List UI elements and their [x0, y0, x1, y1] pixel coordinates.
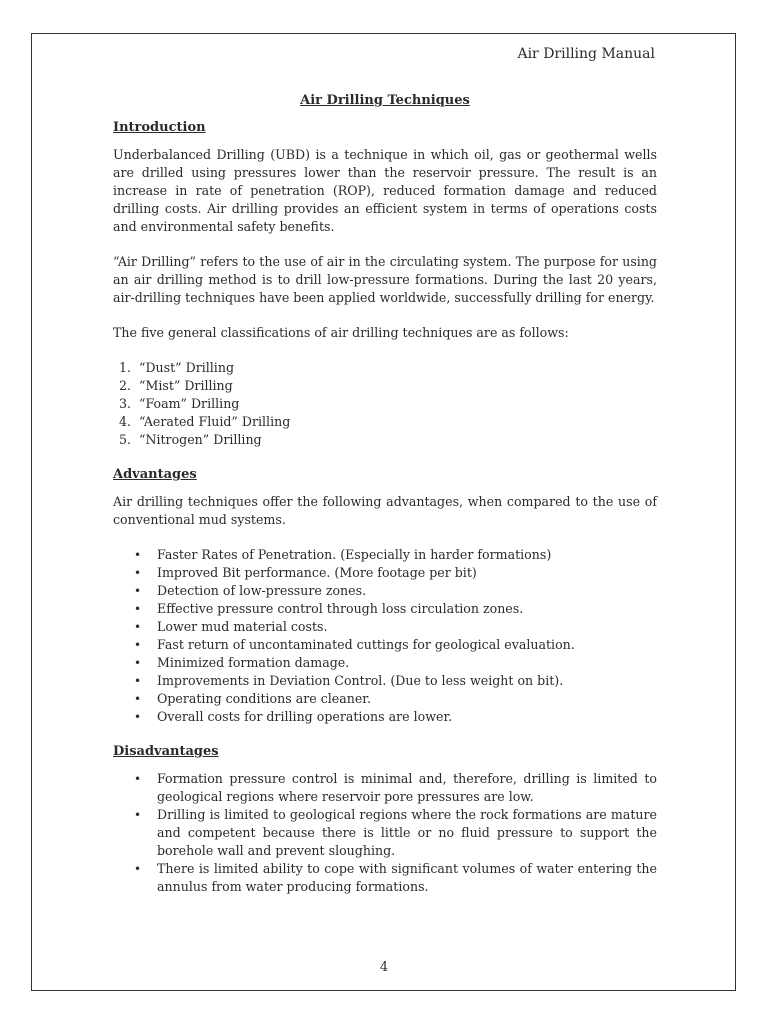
- list-item-text: There is limited ability to cope with significant volumes of water entering the annulus from water producing formations.: [157, 861, 657, 894]
- list-item: [134, 690, 657, 708]
- bullet-icon: •: [134, 710, 142, 724]
- list-item: [134, 708, 657, 726]
- bullet-icon: •: [134, 638, 142, 652]
- list-item-text: Drilling is limited to geological regions where the rock formations are mature and competent because there is little or no fluid pressure to support the borehole wall and prevent sloughing.: [157, 807, 657, 858]
- list-item: [134, 770, 657, 806]
- list-item-text: Improvements in Deviation Control. (Due to less weight on bit).: [157, 673, 564, 688]
- introduction-heading: Introduction: [113, 120, 206, 135]
- bullet-icon: •: [134, 674, 142, 688]
- bullet-icon: •: [134, 620, 142, 634]
- list-item: [134, 564, 657, 582]
- bullet-icon: •: [134, 772, 142, 786]
- list-item-text: Operating conditions are cleaner.: [157, 691, 371, 706]
- document-body: [113, 92, 657, 913]
- list-item-text: Overall costs for drilling operations are lower.: [157, 709, 453, 724]
- page-number: 4: [379, 960, 389, 975]
- list-item-text: Improved Bit performance. (More footage per bit): [157, 565, 477, 580]
- list-item-text: Detection of low-pressure zones.: [157, 583, 367, 598]
- list-item: [134, 654, 657, 672]
- list-item: 2. “Mist” Drilling: [135, 377, 657, 395]
- advantages-intro: Air drilling techniques offer the following advantages, when compared to the use of conventional mud systems.: [113, 494, 657, 527]
- list-item-text: Lower mud material costs.: [157, 619, 328, 634]
- bullet-icon: •: [134, 656, 142, 670]
- list-item: 3. “Foam” Drilling: [135, 395, 657, 413]
- list-item: [134, 636, 657, 654]
- list-item: [134, 600, 657, 618]
- list-item: [134, 618, 657, 636]
- disadvantages-list: [113, 770, 657, 896]
- disadvantages-heading: Disadvantages: [113, 744, 219, 759]
- classifications-intro: The five general classifications of air drilling techniques are as follows:: [113, 325, 569, 340]
- list-item-text: Minimized formation damage.: [157, 655, 350, 670]
- list-item-text: Fast return of uncontaminated cuttings for geological evaluation.: [157, 637, 575, 652]
- bullet-icon: •: [134, 602, 142, 616]
- bullet-icon: •: [134, 862, 142, 876]
- list-item: 5. “Nitrogen” Drilling: [135, 431, 657, 449]
- classifications-list: [113, 359, 657, 449]
- list-item-text: Faster Rates of Penetration. (Especially in harder formations): [157, 547, 552, 562]
- running-header: Air Drilling Manual: [517, 46, 655, 62]
- bullet-icon: •: [134, 692, 142, 706]
- bullet-icon: •: [134, 584, 142, 598]
- list-item: 4. “Aerated Fluid” Drilling: [135, 413, 657, 431]
- introduction-paragraph-1: Underbalanced Drilling (UBD) is a technique in which oil, gas or geothermal wells are drilled using pressures lower than the reservoir pressure. The result is an increase in rate of penetration (ROP), reduced formation damage and reduced drilling costs. Air drilling provides an efficient system in terms of operations costs and environmental safety benefits.: [113, 147, 657, 234]
- document-title: Air Drilling Techniques: [300, 93, 470, 108]
- list-item: [134, 860, 657, 896]
- bullet-icon: •: [134, 548, 142, 562]
- bullet-icon: •: [134, 808, 142, 822]
- list-item-text: Formation pressure control is minimal and, therefore, drilling is limited to geological regions where reservoir pore pressures are low.: [157, 771, 657, 804]
- list-item-text: Effective pressure control through loss circulation zones.: [157, 601, 524, 616]
- advantages-list: [113, 546, 657, 726]
- list-item: [134, 582, 657, 600]
- list-item: 1. “Dust” Drilling: [135, 359, 657, 377]
- list-item: [134, 546, 657, 564]
- introduction-paragraph-2: “Air Drilling” refers to the use of air in the circulating system. The purpose for using an air drilling method is to drill low-pressure formations. During the last 20 years, air-drilling techniques have been applied worldwide, successfully drilling for energy.: [113, 254, 657, 305]
- bullet-icon: •: [134, 566, 142, 580]
- list-item: [134, 806, 657, 860]
- list-item: [134, 672, 657, 690]
- advantages-heading: Advantages: [113, 467, 197, 482]
